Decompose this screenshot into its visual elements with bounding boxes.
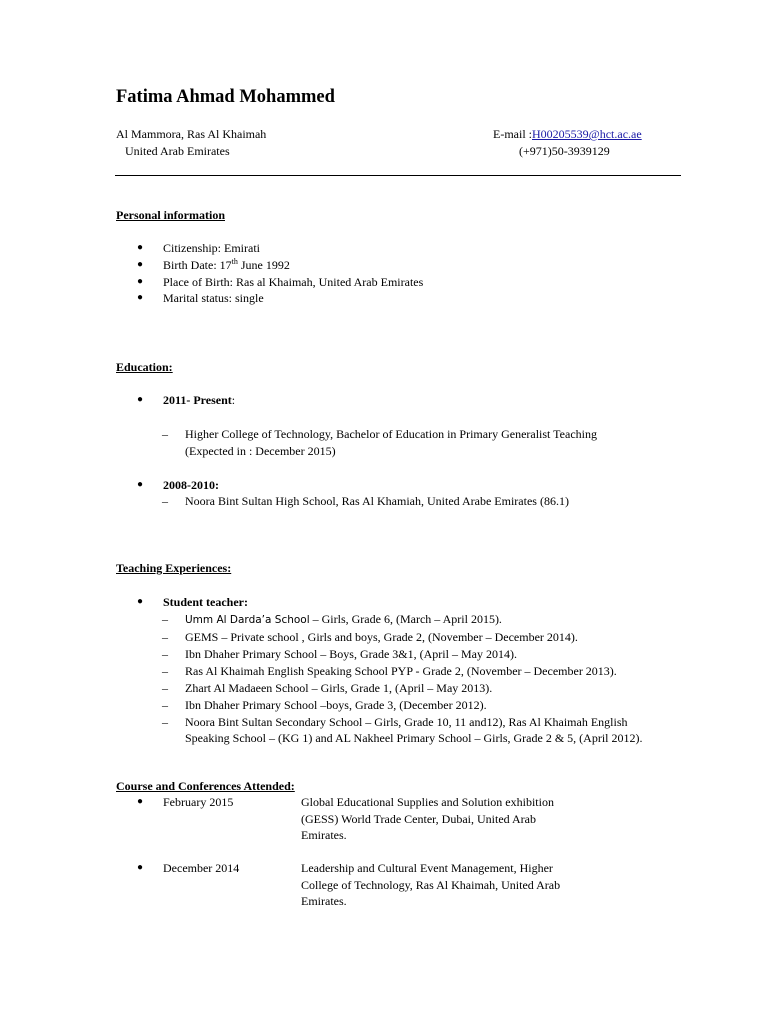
birth-date-prefix: Birth Date: 17: [163, 257, 232, 272]
experience-detail: Ibn Dhaher Primary School – Boys, Grade 3&1, (April – May 2014).: [185, 646, 517, 661]
school-name: Umm Al Darda’a School: [185, 614, 310, 626]
education-period-1-colon: :: [231, 393, 236, 407]
phone-number: (+971)50-3939129: [519, 143, 610, 158]
list-item: [162, 611, 642, 629]
course-description-line: College of Technology, Ras Al Khaimah, United Arab: [301, 877, 561, 892]
course-description-line: Emirates.: [301, 894, 347, 908]
bullet-icon: ●: [137, 862, 144, 873]
education-period-1: [137, 392, 235, 409]
course-description-line: Leadership and Cultural Event Management, Higher: [301, 861, 553, 875]
experience-detail: GEMS – Private school , Girls and boys, Grade 2, (November – December 2014).: [185, 629, 578, 644]
education-entry-1-line-2: (Expected in : December 2015): [185, 443, 336, 458]
course-description: [301, 794, 591, 844]
experience-detail-line-2: Speaking School – (KG 1) and AL Nakheel Primary School – Girls, Grade 2 & 5, (April 2012).: [185, 731, 643, 745]
list-item: [162, 493, 569, 510]
list-item: [137, 477, 219, 494]
course-description-line: Global Educational Supplies and Solution exhibition: [301, 795, 554, 809]
email-link[interactable]: H00205539@hct.ac.ae: [532, 127, 642, 141]
list-item: [162, 714, 642, 747]
education-period-1-label: 2011- Present: [163, 393, 232, 407]
education-entry-2: Noora Bint Sultan High School, Ras Al Khamiah, United Arabe Emirates (86.1): [185, 494, 569, 508]
course-description: [301, 860, 591, 910]
list-item: [137, 392, 235, 409]
list-item: [137, 274, 423, 291]
course-date: December 2014: [163, 861, 240, 875]
education-heading: Education:: [116, 360, 173, 374]
bullet-icon: ●: [137, 479, 144, 490]
list-item: [162, 663, 642, 680]
address-line-2: United Arab Emirates: [125, 143, 230, 158]
citizenship: Citizenship: Emirati: [163, 241, 260, 255]
address-line-1: Al Mammora, Ras Al Khaimah: [116, 127, 267, 141]
course-description-line: Emirates.: [301, 828, 347, 842]
header-divider: [115, 175, 681, 176]
course-date: February 2015: [163, 795, 234, 809]
list-item: [137, 257, 423, 274]
experience-detail: Ibn Dhaher Primary School –boys, Grade 3, (December 2012).: [185, 697, 487, 712]
list-item: [137, 290, 423, 307]
birth-date-month-year: June 1992: [237, 257, 290, 272]
education-entries-2: [162, 493, 569, 510]
teaching-heading: Teaching Experiences:: [116, 561, 232, 575]
dash-icon: –: [162, 629, 168, 644]
birth-date-suffix-sup: th: [231, 256, 238, 266]
contact-block: [493, 126, 642, 159]
bullet-icon: ●: [137, 394, 144, 405]
teaching-role-label: Student teacher:: [163, 595, 248, 609]
education-entry-1-line-1: Higher College of Technology, Bachelor of Education in Primary Generalist Teaching: [185, 427, 597, 441]
list-item: [162, 697, 642, 714]
bullet-icon: ●: [137, 596, 144, 607]
personal-info-list: [137, 240, 423, 307]
education-entries-1: [162, 426, 597, 459]
dash-icon: –: [162, 646, 168, 661]
dash-icon: –: [162, 714, 168, 729]
email-line: [493, 126, 642, 143]
place-of-birth: Place of Birth: Ras al Khaimah, United Arab Emirates: [163, 274, 424, 289]
list-item: [137, 594, 248, 611]
experience-detail: Noora Bint Sultan Secondary School – Girls, Grade 10, 11 and12), Ras Al Khaimah English: [185, 714, 628, 729]
bullet-icon: ●: [137, 796, 144, 807]
marital-status: Marital status: single: [163, 291, 264, 306]
dash-icon: –: [162, 612, 168, 626]
list-item: [162, 680, 642, 697]
address-block: [116, 126, 266, 159]
education-period-2-label: 2008-2010:: [163, 478, 219, 492]
email-label: E-mail :: [493, 127, 532, 141]
dash-icon: –: [162, 663, 168, 678]
experience-detail: – Girls, Grade 6, (March – April 2015).: [309, 612, 502, 626]
dash-icon: –: [162, 697, 168, 712]
course-description-line: (GESS) World Trade Center, Dubai, United Arab: [301, 811, 536, 826]
list-item: [137, 240, 423, 257]
teaching-role: [137, 594, 248, 611]
candidate-name: Fatima Ahmad Mohammed: [116, 87, 335, 107]
bullet-icon: ●: [137, 242, 144, 253]
list-item: [162, 629, 642, 646]
bullet-icon: ●: [137, 292, 144, 304]
bullet-icon: ●: [137, 275, 144, 287]
dash-icon: –: [162, 427, 168, 441]
teaching-experience-list: [162, 611, 642, 747]
bullet-icon: ●: [137, 258, 144, 270]
experience-detail: Ras Al Khaimah English Speaking School PYP - Grade 2, (November – December 2013).: [185, 663, 617, 678]
dash-icon: –: [162, 494, 168, 508]
list-item: [162, 646, 642, 663]
personal-info-heading: Personal information: [116, 208, 225, 222]
education-period-2: [137, 477, 219, 494]
dash-icon: –: [162, 680, 168, 695]
experience-detail: Zhart Al Madaeen School – Girls, Grade 1, (April – May 2013).: [185, 680, 493, 695]
courses-heading: Course and Conferences Attended:: [116, 779, 295, 793]
list-item: [162, 426, 597, 459]
